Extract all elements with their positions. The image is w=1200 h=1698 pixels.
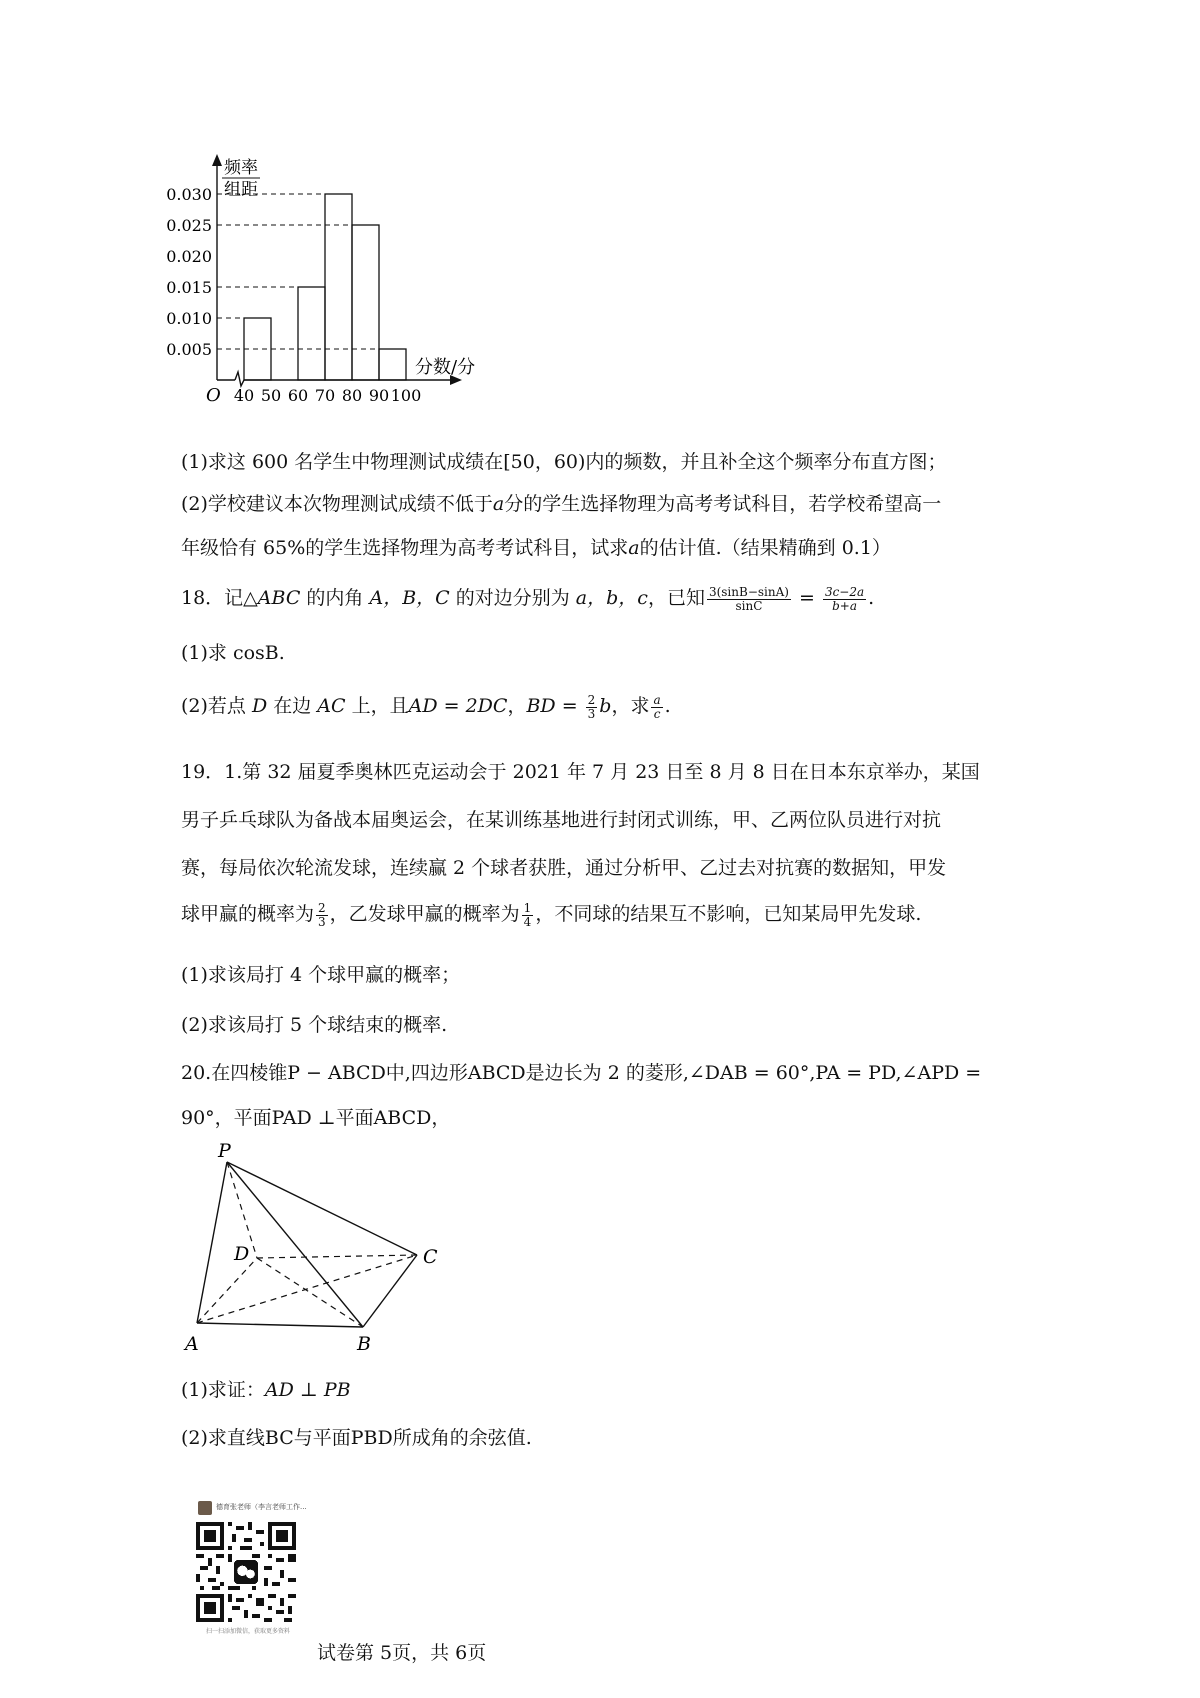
fraction: $\frac{3(\sin B-\sin A)}{\sin C}$ [708, 585, 789, 613]
q18-text: 在边 [267, 695, 318, 718]
edge-DB [257, 1258, 363, 1327]
side-names: a，b，c [575, 587, 648, 610]
y-tick-label: 0.005 [166, 340, 212, 359]
edge-PC [227, 1162, 417, 1255]
q18-text: ，求 [611, 695, 650, 718]
qr-avatar [198, 1501, 212, 1515]
edge-PA [197, 1162, 227, 1323]
frequency-histogram [160, 150, 540, 420]
fraction: $\frac{2}{3}$ [587, 693, 596, 721]
edge-DC [257, 1255, 417, 1258]
x-tick-label: 80 [341, 386, 363, 405]
y-tick-label: 0.015 [166, 278, 212, 297]
equals: = [792, 587, 821, 610]
x-tick-label: 60 [287, 386, 309, 405]
x-tick-label: 50 [260, 386, 282, 405]
histogram-bar [325, 194, 352, 380]
q19-text: ，不同球的结果互不影响，已知某局甲先发球. [535, 903, 922, 926]
vertex-C: C [423, 1246, 438, 1268]
q18-text: ， [507, 695, 527, 718]
q18-text: ，已知 [647, 587, 705, 610]
fraction: $\frac{3c-2a}{b+a}$ [824, 585, 865, 613]
x-axis-label: 分数/分 [415, 357, 476, 378]
point-D: D [251, 695, 268, 718]
qr-caption: 扫一扫添加微信，获取更多资料 [206, 1628, 291, 1635]
fraction: $\frac{a}{c}$ [653, 693, 661, 721]
q20-line2: 90°，平面PAD ⊥平面ABCD， [181, 1107, 451, 1129]
q17-text: (2)学校建议本次物理测试成绩不低于 [181, 493, 493, 515]
q18-part1: (1)求 cosB. [181, 642, 285, 664]
page-footer: 试卷第 5页，共 6页 [317, 1642, 487, 1664]
segment-AC: AC [317, 695, 346, 718]
var-a: a [492, 493, 505, 515]
q19-text: 球甲赢的概率为 [181, 903, 315, 926]
edge-AC [197, 1255, 417, 1323]
equation: AD = 2DC [408, 695, 508, 718]
triangle-name: ABC [257, 587, 301, 610]
q19-line1: 19．1.第 32 届夏季奥林匹克运动会于 2021 年 7 月 23 日至 8 月 8 日在日本东京举办，某国 [181, 761, 980, 783]
q17-text: 年级恰有 65%的学生选择物理为高考考试科目，试求 [181, 537, 629, 559]
y-tick-label: 0.010 [166, 309, 212, 328]
q20-text: (1)求证： [181, 1379, 265, 1401]
equation: AD ⊥ PB [264, 1379, 351, 1401]
vertex-B: B [357, 1333, 371, 1355]
edge-AB [197, 1323, 363, 1327]
q18-text: . [664, 695, 671, 718]
q18-stem [181, 586, 874, 612]
x-tick-label: 70 [314, 386, 336, 405]
q18-text: 上，且 [345, 695, 409, 718]
q20-part2 [181, 1426, 532, 1451]
var-b: b [599, 695, 612, 718]
q20-part1 [181, 1378, 351, 1403]
histogram-bar [298, 287, 325, 380]
q17-text: 分的学生选择物理为高考考试科目，若学校希望高一 [504, 493, 942, 515]
pyramid-diagram [170, 1140, 460, 1360]
axis-break [235, 372, 244, 386]
y-axis-label-top: 频率 [224, 158, 258, 178]
x-tick-label: 90 [368, 386, 390, 405]
q20-text: (2)求直线BC与平面PBD所成角的余弦值. [181, 1427, 532, 1449]
x-tick-label: 100 [390, 386, 422, 405]
q19-part1: (1)求该局打 4 个球甲赢的概率； [181, 964, 461, 986]
edge-BC [363, 1255, 417, 1327]
q18-text: (2)若点 [181, 695, 252, 718]
q18-part2 [181, 694, 671, 720]
q19-part2: (2)求该局打 5 个球结束的概率. [181, 1014, 448, 1036]
q18-text: 18．记△ [181, 587, 258, 610]
q18-text: . [868, 587, 875, 610]
q19-line2: 男子乒乓球队为备战本届奥运会，在某训练基地进行封闭式训练，甲、乙两位队员进行对抗 [181, 809, 942, 831]
q19-line3: 赛，每局依次轮流发球，连续赢 2 个球者获胜，通过分析甲、乙过去对抗赛的数据知，甲发 [181, 857, 947, 879]
q17-part2-line1 [181, 492, 941, 517]
vertex-A: A [185, 1333, 199, 1355]
equation: BD = [526, 695, 584, 718]
qr-header: 德育张老师（李言老师工作... [216, 1503, 307, 1511]
q20-line1: 20.在四棱锥P − ABCD中,四边形ABCD是边长为 2 的菱形,∠DAB = 60°,PA = PD,∠APD = [181, 1062, 982, 1084]
fraction: $\frac{1}{4}$ [523, 901, 532, 929]
origin-label: O [206, 385, 221, 406]
q17-part1: (1)求这 600 名学生中物理测试成绩在[50，60)内的频数，并且补全这个频率分布直方图； [181, 451, 947, 473]
angle-names: A，B，C [369, 587, 450, 610]
vertex-D: D [234, 1243, 250, 1265]
q18-text: 的对边分别为 [449, 587, 576, 610]
vertex-P: P [218, 1140, 231, 1162]
y-tick-label: 0.030 [166, 185, 212, 204]
q19-text: ，乙发球甲赢的概率为 [329, 903, 520, 926]
x-tick-label: 40 [233, 386, 255, 405]
qr-code [196, 1522, 296, 1622]
q17-text: 的估计值.（结果精确到 0.1） [639, 537, 891, 559]
edge-AD [197, 1258, 257, 1323]
y-axis-arrow [212, 154, 222, 166]
fraction: $\frac{2}{3}$ [318, 901, 326, 929]
y-axis-label-bottom: 组距 [224, 180, 258, 200]
histogram-bar [379, 349, 406, 380]
q18-text: 的内角 [300, 587, 370, 610]
y-tick-label: 0.020 [166, 247, 212, 266]
y-tick-label: 0.025 [166, 216, 212, 235]
histogram-bar [352, 225, 379, 380]
q17-part2-line2 [181, 536, 891, 561]
q19-line4 [181, 902, 921, 928]
var-a: a [628, 537, 640, 559]
